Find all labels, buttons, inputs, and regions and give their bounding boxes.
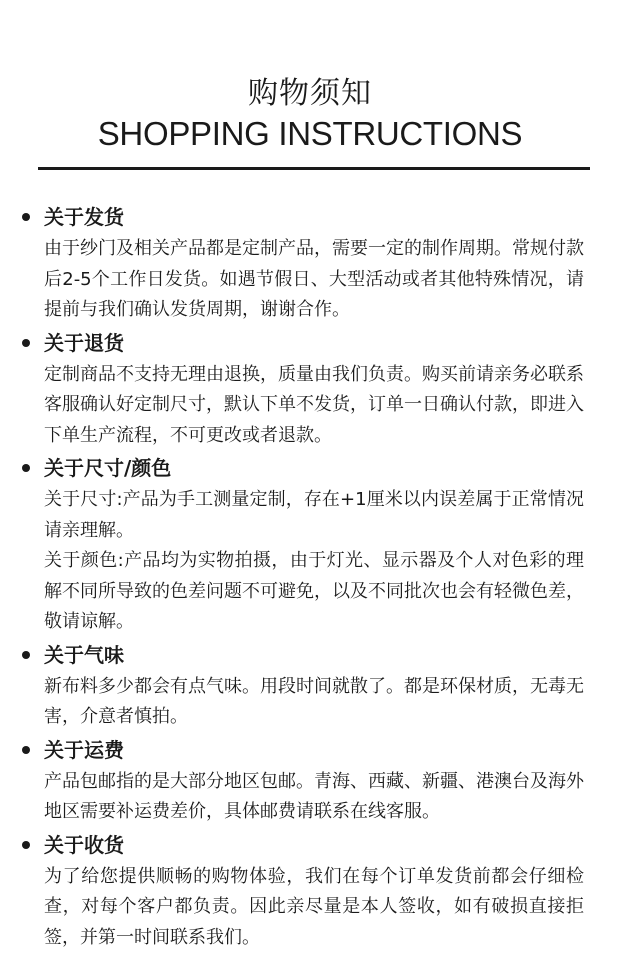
section-heading-text: 关于气味 <box>44 642 124 667</box>
section-returns <box>0 326 620 452</box>
bullet-dot-icon <box>22 213 30 221</box>
section-heading-text: 关于退货 <box>44 330 124 355</box>
instructions-list <box>0 200 620 953</box>
section-paragraph: 由于纱门及相关产品都是定制产品，需要一定的制作周期。常规付款后2-5个工作日发货。如遇节假日、大型活动或者其他特殊情况，请提前与我们确认发货周期，谢谢合作。 <box>44 238 584 320</box>
page-title-english: SHOPPING INSTRUCTIONS <box>97 115 523 152</box>
title-divider <box>38 167 590 170</box>
section-odor <box>0 638 620 733</box>
page-title-chinese: 购物须知 <box>248 76 372 111</box>
section-shipping <box>0 200 620 326</box>
section-size-color <box>0 451 620 638</box>
section-heading <box>0 828 620 862</box>
section-heading <box>0 451 620 485</box>
section-freight <box>0 733 620 828</box>
section-heading-text: 关于运费 <box>44 737 124 762</box>
section-heading <box>0 200 620 234</box>
section-paragraph: 定制商品不支持无理由退换，质量由我们负责。购买前请亲务必联系客服确认好定制尺寸，默认下单不发货，订单一日确认付款，即进入下单生产流程，不可更改或者退款。 <box>44 363 584 446</box>
bullet-dot-icon <box>22 746 30 754</box>
bullet-dot-icon <box>22 339 30 347</box>
section-heading-text: 关于收货 <box>44 832 124 857</box>
section-heading <box>0 638 620 672</box>
section-heading <box>0 733 620 767</box>
section-paragraph: 产品包邮指的是大部分地区包邮。青海、西藏、新疆、港澳台及海外地区需要补运费差价，具体邮费请联系在线客服。 <box>44 770 584 822</box>
section-paragraph: 新布料多少都会有点气味。用段时间就散了。都是环保材质，无毒无害，介意者慎拍。 <box>44 675 584 727</box>
section-heading <box>0 326 620 360</box>
section-paragraph: 关于尺寸:产品为手工测量定制，存在+1厘米以内误差属于正常情况请亲理解。 <box>44 489 584 541</box>
section-heading-text: 关于发货 <box>44 205 124 229</box>
section-heading-text: 关于尺寸/颜色 <box>44 456 172 480</box>
bullet-dot-icon <box>22 841 30 849</box>
section-paragraph: 关于颜色:产品均为实物拍摄，由于灯光、显示器及个人对色彩的理解不同所导致的色差问题不可避免，以及不同批次也会有轻微色差，敬请谅解。 <box>44 550 584 632</box>
section-receipt <box>0 828 620 954</box>
bullet-dot-icon <box>22 651 30 659</box>
bullet-dot-icon <box>22 464 30 472</box>
section-paragraph: 为了给您提供顺畅的购物体验，我们在每个订单发货前都会仔细检查，对每个客户都负责。因此亲尽量是本人签收，如有破损直接拒签，并第一时间联系我们。 <box>44 865 584 948</box>
